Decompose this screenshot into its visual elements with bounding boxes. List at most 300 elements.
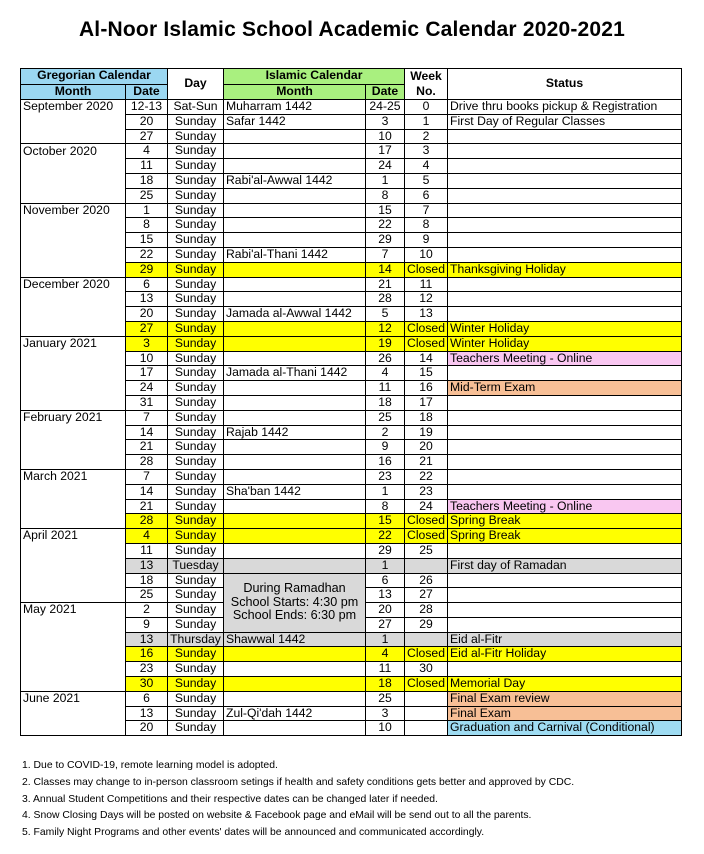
calendar-row [21, 203, 682, 218]
gregorian-date-cell: 6 [126, 691, 168, 706]
calendar-row [21, 144, 682, 159]
islamic-date-cell: 11 [366, 662, 405, 677]
week-number-cell: 1 [405, 114, 448, 129]
day-cell: Sunday [168, 543, 224, 558]
calendar-row [21, 159, 682, 174]
islamic-month-cell [224, 351, 366, 366]
week-number-cell: 0 [405, 100, 448, 115]
status-cell: First day of Ramadan [448, 558, 682, 573]
footnote: 4. Snow Closing Days will be posted on website & Facebook page and eMail will be send out to all the parents. [22, 810, 532, 822]
day-cell: Sunday [168, 499, 224, 514]
islamic-date-cell: 1 [366, 632, 405, 647]
islamic-month-header: Month [224, 84, 366, 100]
week-number-cell: 7 [405, 203, 448, 218]
day-cell: Sunday [168, 218, 224, 233]
islamic-month-cell: Safar 1442 [224, 114, 366, 129]
week-number-cell: 4 [405, 159, 448, 174]
calendar-row [21, 469, 682, 484]
day-cell: Sunday [168, 292, 224, 307]
gregorian-date-cell: 7 [126, 410, 168, 425]
calendar-row [21, 395, 682, 410]
calendar-row [21, 662, 682, 677]
day-cell: Sunday [168, 366, 224, 381]
islamic-date-cell: 27 [366, 617, 405, 632]
gregorian-month-cell [21, 351, 126, 366]
calendar-row [21, 100, 682, 115]
calendar-row [21, 647, 682, 662]
status-cell [448, 617, 682, 632]
day-cell: Tuesday [168, 558, 224, 573]
islamic-date-cell: 3 [366, 706, 405, 721]
day-cell: Sunday [168, 662, 224, 677]
islamic-date-cell: 14 [366, 262, 405, 277]
gregorian-date-cell: 7 [126, 469, 168, 484]
status-cell [448, 277, 682, 292]
status-cell [448, 603, 682, 618]
islamic-month-cell: Rajab 1442 [224, 425, 366, 440]
islamic-date-cell: 24 [366, 159, 405, 174]
islamic-month-cell [224, 677, 366, 692]
week-number-cell [405, 721, 448, 736]
calendar-row [21, 366, 682, 381]
islamic-date-cell: 22 [366, 529, 405, 544]
gregorian-month-cell [21, 292, 126, 307]
day-cell: Sunday [168, 129, 224, 144]
day-cell: Sunday [168, 159, 224, 174]
status-cell [448, 218, 682, 233]
calendar-row [21, 218, 682, 233]
week-number-cell: 12 [405, 292, 448, 307]
gregorian-month-cell [21, 558, 126, 573]
gregorian-date-cell: 29 [126, 262, 168, 277]
gregorian-date-cell: 27 [126, 321, 168, 336]
calendar-row [21, 114, 682, 129]
gregorian-month-cell [21, 647, 126, 662]
islamic-date-cell: 29 [366, 233, 405, 248]
status-cell [448, 440, 682, 455]
islamic-month-cell: Rabi'al-Thani 1442 [224, 247, 366, 262]
islamic-month-cell [224, 262, 366, 277]
gregorian-calendar-header: Gregorian Calendar [21, 69, 168, 85]
day-cell: Sunday [168, 514, 224, 529]
footnote: 5. Family Night Programs and other events' dates will be announced and communicated accordingly. [22, 827, 485, 839]
status-header: Status [448, 69, 682, 100]
calendar-row [21, 440, 682, 455]
gregorian-date-cell: 15 [126, 233, 168, 248]
calendar-row [21, 499, 682, 514]
islamic-month-cell [224, 543, 366, 558]
islamic-month-cell [224, 218, 366, 233]
islamic-date-cell: 7 [366, 247, 405, 262]
day-cell: Sunday [168, 351, 224, 366]
footnotes [22, 758, 574, 842]
islamic-date-cell: 17 [366, 144, 405, 159]
status-cell [448, 307, 682, 322]
day-cell: Sunday [168, 410, 224, 425]
islamic-date-cell: 18 [366, 677, 405, 692]
day-cell: Sunday [168, 647, 224, 662]
gregorian-date-cell: 10 [126, 351, 168, 366]
status-cell [448, 662, 682, 677]
islamic-month-cell [224, 529, 366, 544]
status-cell: Final Exam review [448, 691, 682, 706]
islamic-month-cell: Rabi'al-Awwal 1442 [224, 173, 366, 188]
day-cell: Sunday [168, 588, 224, 603]
status-cell: Winter Holiday [448, 336, 682, 351]
week-no-header: Week No. [405, 69, 448, 100]
gregorian-date-cell: 18 [126, 573, 168, 588]
calendar-row [21, 632, 682, 647]
gregorian-month-cell: September 2020 [21, 100, 126, 115]
status-cell: First Day of Regular Classes [448, 114, 682, 129]
gregorian-month-cell [21, 425, 126, 440]
gregorian-month-cell: October 2020 [21, 144, 126, 159]
status-cell [448, 410, 682, 425]
gregorian-month-cell [21, 677, 126, 692]
gregorian-date-cell: 21 [126, 499, 168, 514]
calendar-row [21, 129, 682, 144]
islamic-date-cell: 23 [366, 469, 405, 484]
week-number-cell: Closed [405, 677, 448, 692]
calendar-row [21, 381, 682, 396]
week-number-cell [405, 632, 448, 647]
week-number-cell: 10 [405, 247, 448, 262]
islamic-month-cell [224, 410, 366, 425]
calendar-row [21, 514, 682, 529]
week-number-cell [405, 706, 448, 721]
calendar-row [21, 336, 682, 351]
calendar-row [21, 307, 682, 322]
gregorian-month-cell [21, 455, 126, 470]
islamic-date-cell: 10 [366, 721, 405, 736]
islamic-date-cell: 21 [366, 277, 405, 292]
day-cell: Sunday [168, 277, 224, 292]
islamic-date-cell: 13 [366, 588, 405, 603]
gregorian-date-cell: 20 [126, 114, 168, 129]
week-number-cell: 9 [405, 233, 448, 248]
islamic-date-cell: 1 [366, 558, 405, 573]
gregorian-date-cell: 12-13 [126, 100, 168, 115]
status-cell: Final Exam [448, 706, 682, 721]
week-number-cell: 6 [405, 188, 448, 203]
week-number-cell: 27 [405, 588, 448, 603]
status-cell [448, 173, 682, 188]
islamic-month-cell [224, 662, 366, 677]
islamic-date-cell: 18 [366, 395, 405, 410]
week-number-cell [405, 558, 448, 573]
day-cell: Sunday [168, 114, 224, 129]
calendar-row [21, 677, 682, 692]
day-cell: Sunday [168, 603, 224, 618]
gregorian-month-cell [21, 188, 126, 203]
status-cell: Graduation and Carnival (Conditional) [448, 721, 682, 736]
status-cell [448, 573, 682, 588]
islamic-date-header: Date [366, 84, 405, 100]
gregorian-date-cell: 11 [126, 159, 168, 174]
day-cell: Sunday [168, 144, 224, 159]
gregorian-month-cell [21, 321, 126, 336]
week-number-cell: 16 [405, 381, 448, 396]
week-number-cell: 28 [405, 603, 448, 618]
gregorian-date-cell: 13 [126, 706, 168, 721]
week-number-cell: 26 [405, 573, 448, 588]
gregorian-date-cell: 13 [126, 292, 168, 307]
islamic-month-cell: Sha'ban 1442 [224, 484, 366, 499]
islamic-date-cell: 1 [366, 484, 405, 499]
islamic-date-cell: 29 [366, 543, 405, 558]
week-number-cell: 3 [405, 144, 448, 159]
gregorian-month-cell [21, 381, 126, 396]
islamic-month-cell: Zul-Qi'dah 1442 [224, 706, 366, 721]
gregorian-date-cell: 18 [126, 173, 168, 188]
gregorian-month-cell: November 2020 [21, 203, 126, 218]
status-cell: Winter Holiday [448, 321, 682, 336]
week-number-cell: 24 [405, 499, 448, 514]
gregorian-date-header: Date [126, 84, 168, 100]
islamic-month-cell [224, 395, 366, 410]
week-number-cell: Closed [405, 647, 448, 662]
islamic-date-cell: 8 [366, 499, 405, 514]
gregorian-month-cell: June 2021 [21, 691, 126, 706]
gregorian-month-cell [21, 499, 126, 514]
calendar-row [21, 691, 682, 706]
gregorian-month-cell [21, 218, 126, 233]
gregorian-date-cell: 17 [126, 366, 168, 381]
day-cell: Sunday [168, 307, 224, 322]
islamic-month-cell [224, 321, 366, 336]
status-cell: Eid al-Fitr [448, 632, 682, 647]
islamic-month-cell [224, 188, 366, 203]
week-number-cell: 11 [405, 277, 448, 292]
calendar-row [21, 262, 682, 277]
islamic-date-cell: 1 [366, 173, 405, 188]
islamic-date-cell: 22 [366, 218, 405, 233]
islamic-date-cell: 9 [366, 440, 405, 455]
week-number-cell: 30 [405, 662, 448, 677]
status-cell [448, 247, 682, 262]
week-number-cell: 17 [405, 395, 448, 410]
week-number-cell: 25 [405, 543, 448, 558]
calendar-row [21, 410, 682, 425]
islamic-date-cell: 24-25 [366, 100, 405, 115]
gregorian-date-cell: 1 [126, 203, 168, 218]
day-cell: Sunday [168, 440, 224, 455]
status-cell [448, 129, 682, 144]
gregorian-month-cell [21, 366, 126, 381]
islamic-month-cell [224, 558, 366, 573]
gregorian-month-cell [21, 440, 126, 455]
gregorian-month-cell [21, 514, 126, 529]
gregorian-month-cell [21, 543, 126, 558]
day-cell: Sunday [168, 455, 224, 470]
gregorian-month-cell: January 2021 [21, 336, 126, 351]
gregorian-month-cell [21, 721, 126, 736]
islamic-date-cell: 4 [366, 647, 405, 662]
gregorian-month-cell [21, 484, 126, 499]
islamic-month-cell: Muharram 1442 [224, 100, 366, 115]
week-number-cell: 18 [405, 410, 448, 425]
week-number-cell: 20 [405, 440, 448, 455]
calendar-row [21, 321, 682, 336]
day-cell: Sunday [168, 262, 224, 277]
gregorian-month-cell [21, 573, 126, 588]
status-cell: Eid al-Fitr Holiday [448, 647, 682, 662]
gregorian-date-cell: 27 [126, 129, 168, 144]
gregorian-date-cell: 23 [126, 662, 168, 677]
gregorian-date-cell: 9 [126, 617, 168, 632]
islamic-month-cell: Shawwal 1442 [224, 632, 366, 647]
gregorian-date-cell: 20 [126, 721, 168, 736]
day-cell: Sunday [168, 573, 224, 588]
footnote: 2. Classes may change to in-person classroom setings if health and safety conditions gets better and approved by CDC. [22, 776, 575, 788]
gregorian-month-cell [21, 307, 126, 322]
calendar-row [21, 706, 682, 721]
ramadhan-note-line: During Ramadhan [243, 580, 346, 595]
status-cell [448, 395, 682, 410]
week-number-cell: Closed [405, 514, 448, 529]
islamic-month-cell [224, 647, 366, 662]
page-title: Al-Noor Islamic School Academic Calendar 2020-2021 [78, 18, 626, 41]
day-cell: Sunday [168, 691, 224, 706]
gregorian-month-cell [21, 262, 126, 277]
status-cell [448, 588, 682, 603]
status-cell [448, 159, 682, 174]
gregorian-date-cell: 24 [126, 381, 168, 396]
gregorian-month-cell [21, 617, 126, 632]
gregorian-date-cell: 22 [126, 247, 168, 262]
status-cell [448, 484, 682, 499]
gregorian-date-cell: 20 [126, 307, 168, 322]
gregorian-date-cell: 16 [126, 647, 168, 662]
status-cell [448, 425, 682, 440]
status-cell: Spring Break [448, 514, 682, 529]
status-cell [448, 144, 682, 159]
islamic-date-cell: 8 [366, 188, 405, 203]
status-cell: Drive thru books pickup & Registration [448, 100, 682, 115]
islamic-date-cell: 19 [366, 336, 405, 351]
status-cell [448, 292, 682, 307]
week-number-cell: Closed [405, 262, 448, 277]
gregorian-date-cell: 13 [126, 558, 168, 573]
islamic-date-cell: 15 [366, 203, 405, 218]
day-cell: Sunday [168, 173, 224, 188]
status-cell [448, 455, 682, 470]
islamic-month-cell [224, 233, 366, 248]
gregorian-date-cell: 28 [126, 455, 168, 470]
gregorian-month-cell: April 2021 [21, 529, 126, 544]
status-cell [448, 366, 682, 381]
islamic-month-cell [224, 277, 366, 292]
islamic-date-cell: 20 [366, 603, 405, 618]
status-cell [448, 543, 682, 558]
gregorian-month-header: Month [21, 84, 126, 100]
islamic-date-cell: 5 [366, 307, 405, 322]
day-cell: Sunday [168, 203, 224, 218]
week-number-cell: 15 [405, 366, 448, 381]
week-number-cell: 22 [405, 469, 448, 484]
day-cell: Sunday [168, 425, 224, 440]
week-number-cell: Closed [405, 529, 448, 544]
calendar-row [21, 188, 682, 203]
islamic-month-cell [224, 292, 366, 307]
gregorian-month-cell: December 2020 [21, 277, 126, 292]
islamic-date-cell: 26 [366, 351, 405, 366]
ramadhan-schedule-note [224, 573, 366, 632]
islamic-date-cell: 4 [366, 366, 405, 381]
islamic-month-cell [224, 203, 366, 218]
day-cell: Sunday [168, 381, 224, 396]
status-cell [448, 203, 682, 218]
gregorian-date-cell: 4 [126, 529, 168, 544]
week-number-cell: 5 [405, 173, 448, 188]
day-cell: Sunday [168, 484, 224, 499]
gregorian-date-cell: 28 [126, 514, 168, 529]
day-cell: Sunday [168, 233, 224, 248]
islamic-date-cell: 10 [366, 129, 405, 144]
status-cell: Teachers Meeting - Online [448, 351, 682, 366]
status-cell [448, 233, 682, 248]
islamic-calendar-header: Islamic Calendar [224, 69, 405, 85]
gregorian-date-cell: 2 [126, 603, 168, 618]
day-cell: Sunday [168, 247, 224, 262]
islamic-month-cell [224, 455, 366, 470]
islamic-month-cell [224, 159, 366, 174]
islamic-date-cell: 3 [366, 114, 405, 129]
gregorian-month-cell: May 2021 [21, 603, 126, 618]
calendar-row [21, 292, 682, 307]
week-number-cell: 8 [405, 218, 448, 233]
status-cell: Memorial Day [448, 677, 682, 692]
status-cell [448, 188, 682, 203]
gregorian-date-cell: 25 [126, 188, 168, 203]
islamic-month-cell [224, 469, 366, 484]
calendar-row [21, 233, 682, 248]
day-cell: Thursday [168, 632, 224, 647]
ramadhan-note-line: School Starts: 4:30 pm [230, 594, 359, 609]
gregorian-month-cell [21, 706, 126, 721]
week-number-cell [405, 691, 448, 706]
gregorian-date-cell: 13 [126, 632, 168, 647]
gregorian-month-cell [21, 632, 126, 647]
gregorian-month-cell [21, 233, 126, 248]
gregorian-month-cell [21, 662, 126, 677]
calendar-row [21, 529, 682, 544]
week-number-cell: 19 [405, 425, 448, 440]
day-cell: Sunday [168, 529, 224, 544]
day-cell: Sat-Sun [168, 100, 224, 115]
islamic-month-cell [224, 691, 366, 706]
gregorian-month-cell [21, 395, 126, 410]
gregorian-month-cell [21, 588, 126, 603]
calendar-row [21, 351, 682, 366]
gregorian-date-cell: 25 [126, 588, 168, 603]
islamic-date-cell: 25 [366, 691, 405, 706]
day-cell: Sunday [168, 469, 224, 484]
calendar-row [21, 425, 682, 440]
gregorian-date-cell: 14 [126, 484, 168, 499]
day-header: Day [168, 69, 224, 100]
gregorian-month-cell [21, 159, 126, 174]
day-cell: Sunday [168, 188, 224, 203]
status-cell: Mid-Term Exam [448, 381, 682, 396]
islamic-month-cell [224, 499, 366, 514]
gregorian-date-cell: 21 [126, 440, 168, 455]
week-number-cell: 14 [405, 351, 448, 366]
islamic-month-cell [224, 440, 366, 455]
day-cell: Sunday [168, 336, 224, 351]
islamic-date-cell: 6 [366, 573, 405, 588]
gregorian-month-cell [21, 129, 126, 144]
